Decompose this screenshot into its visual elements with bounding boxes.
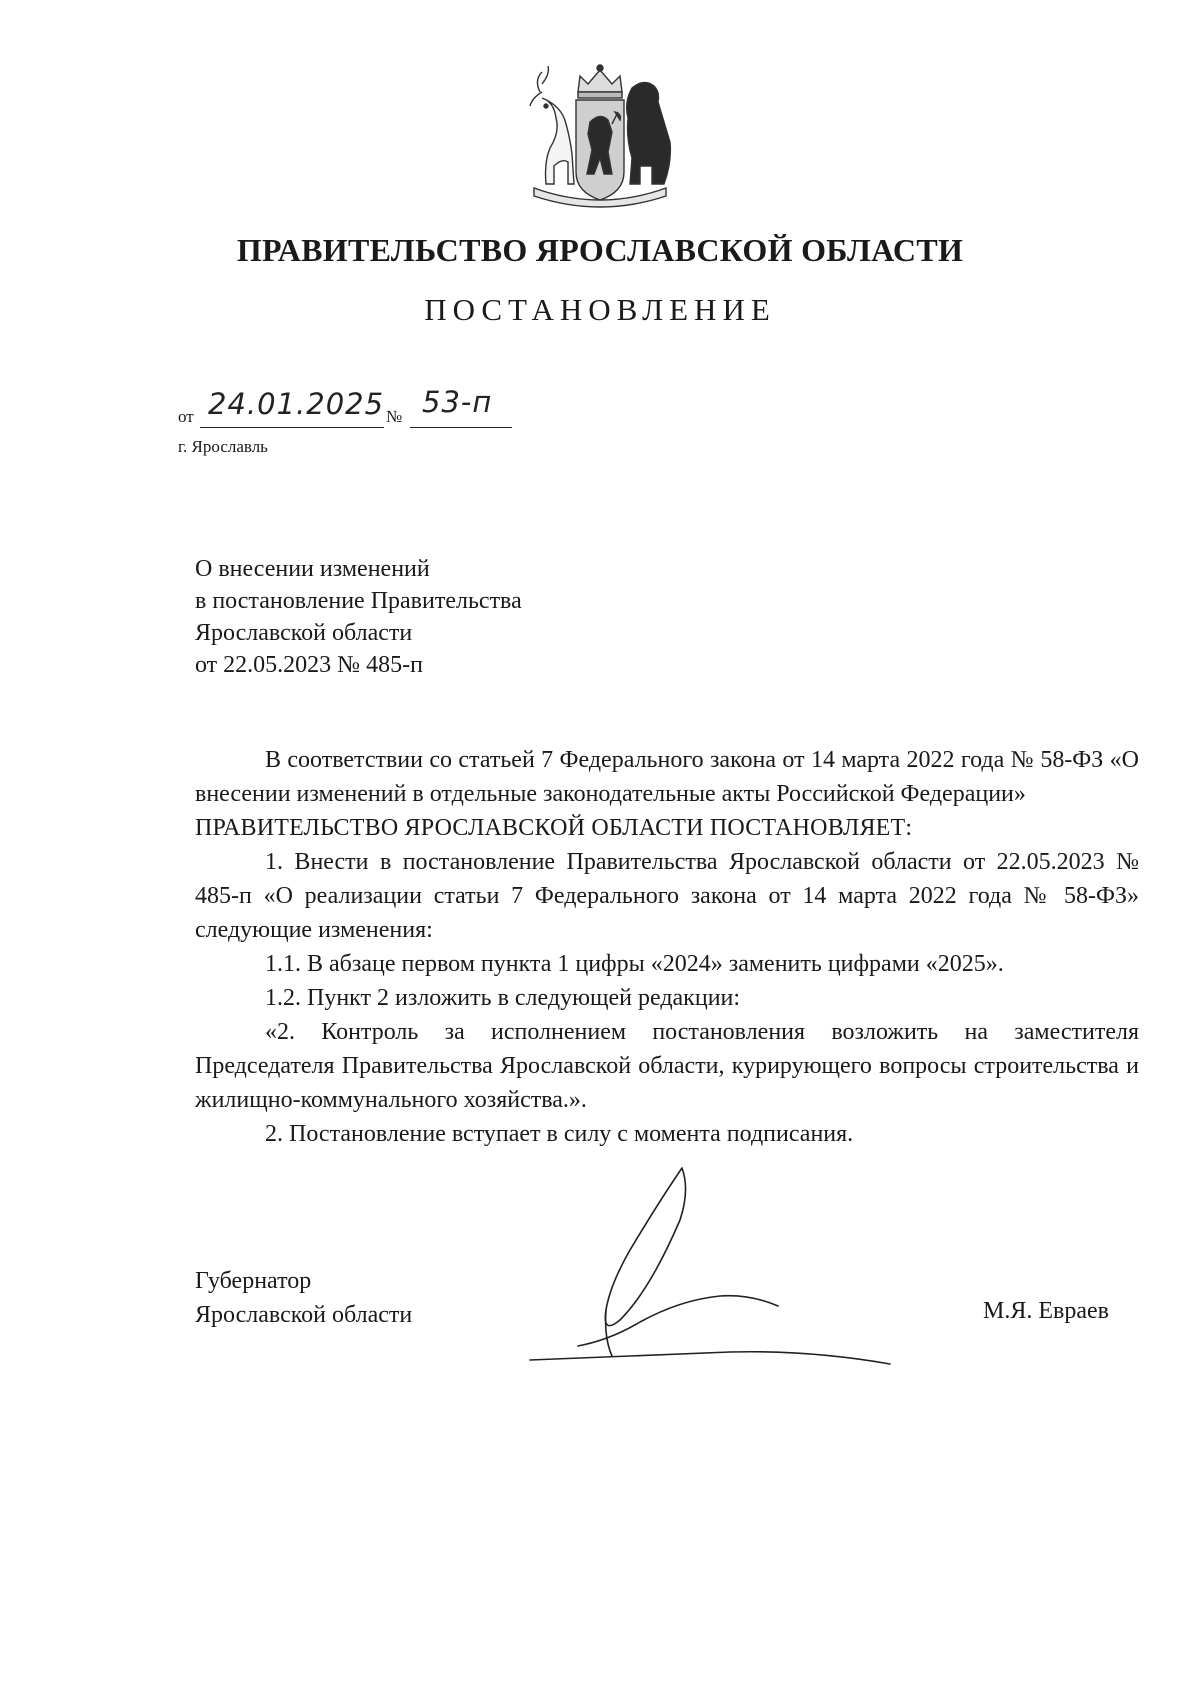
- document-body: [195, 743, 1139, 1151]
- document-subject: [195, 553, 522, 681]
- number-underline: [410, 427, 512, 428]
- position-line: Губернатор: [195, 1268, 312, 1294]
- position-line: Ярославской области: [195, 1302, 413, 1328]
- item-1-2-paragraph: 1.2. Пункт 2 изложить в следующей редакции:: [265, 985, 741, 1011]
- item-1-2-text-paragraph: «2. Контроль за исполнением постановления возложить на заместителя Председателя Правительства Ярославской области, курирующего вопросы строительства и жилищно-коммунального хозяйства.».: [195, 1019, 1139, 1113]
- item-1-paragraph: 1. Внести в постановление Правительства Ярославской области от 22.05.2023 № 485-п «О реализации статьи 7 Федерального закона от 14 марта 2022 года № 58-ФЗ» следующие изменения:: [195, 849, 1139, 943]
- subject-line: от 22.05.2023 № 485-п: [195, 652, 423, 678]
- item-2-paragraph: 2. Постановление вступает в силу с момента подписания.: [265, 1121, 854, 1147]
- preamble-paragraph: В соответствии со статьей 7 Федерального закона от 14 марта 2022 года № 58-ФЗ «О внесении изменений в отдельные законодательные акты Российской Федерации»: [195, 747, 1139, 807]
- city-label: г. Ярославль: [178, 437, 268, 456]
- subject-line: О внесении изменений: [195, 556, 430, 582]
- document-number: 53-п: [422, 385, 493, 419]
- date-underline: [200, 427, 384, 428]
- number-label: №: [386, 407, 403, 426]
- resolves-paragraph: ПРАВИТЕЛЬСТВО ЯРОСЛАВСКОЙ ОБЛАСТИ ПОСТАНОВЛЯЕТ:: [195, 815, 913, 841]
- signatory-name: М.Я. Евраев: [983, 1298, 1109, 1324]
- government-title: ПРАВИТЕЛЬСТВО ЯРОСЛАВСКОЙ ОБЛАСТИ: [236, 232, 964, 268]
- subject-line: в постановление Правительства: [195, 588, 522, 614]
- coat-of-arms-emblem: [520, 62, 680, 212]
- date-number-line: [178, 385, 558, 433]
- from-label: от: [178, 407, 194, 426]
- item-1-1-paragraph: 1.1. В абзаце первом пункта 1 цифры «2024» заменить цифрами «2025».: [265, 951, 1004, 977]
- handwritten-signature: [510, 1160, 920, 1375]
- signatory-position: [195, 1264, 412, 1332]
- document-type: ПОСТАНОВЛЕНИЕ: [424, 292, 776, 327]
- subject-line: Ярославской области: [195, 620, 413, 646]
- document-date: 24.01.2025: [208, 387, 385, 421]
